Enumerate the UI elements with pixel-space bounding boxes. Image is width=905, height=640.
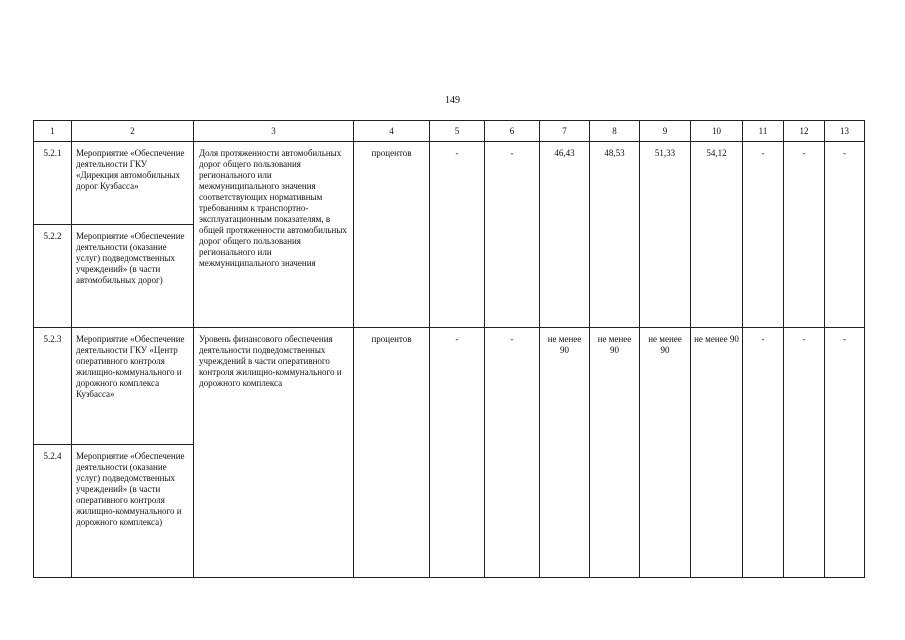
- value-cell: 46,43: [540, 142, 590, 328]
- row-number: 5.2.4: [34, 445, 72, 578]
- value-cell: -: [430, 142, 485, 328]
- activity-name: Мероприятие «Обеспечение деятельности ГКУ «Дирекция автомобильных дорог Кузбасса»: [72, 142, 194, 225]
- indicator-name: Доля протяженности автомобильных дорог общего пользования регионального или межмуниципального значения соответствующих нормативным требованиям к транспортно-эксплуатационным показателям, в общей протяженности автомобильных дорог общего пользования регионального или межмуниципального значения: [194, 142, 354, 328]
- unit-cell: процентов: [354, 142, 430, 328]
- row-number: 5.2.2: [34, 225, 72, 328]
- value-cell: -: [430, 328, 485, 578]
- header-cell: 12: [784, 121, 825, 142]
- value-cell: -: [743, 142, 784, 328]
- header-cell: 6: [485, 121, 540, 142]
- header-cell: 1: [34, 121, 72, 142]
- value-cell: 48,53: [590, 142, 640, 328]
- activity-name: Мероприятие «Обеспечение деятельности ГКУ «Центр оперативного контроля жилищно-коммунального и дорожного комплекса Кузбасса»: [72, 328, 194, 445]
- header-cell: 10: [691, 121, 743, 142]
- value-cell: -: [743, 328, 784, 578]
- value-cell: -: [825, 142, 865, 328]
- value-cell: не менее 90: [590, 328, 640, 578]
- header-cell: 2: [72, 121, 194, 142]
- header-cell: 3: [194, 121, 354, 142]
- header-cell: 7: [540, 121, 590, 142]
- value-cell: 51,33: [640, 142, 691, 328]
- header-cell: 5: [430, 121, 485, 142]
- table-row: [34, 142, 865, 225]
- value-cell: -: [485, 328, 540, 578]
- header-cell: 9: [640, 121, 691, 142]
- value-cell: -: [485, 142, 540, 328]
- table-row: [34, 328, 865, 445]
- row-number: 5.2.1: [34, 142, 72, 225]
- activity-name: Мероприятие «Обеспечение деятельности (оказание услуг) подведомственных учреждений» (в части автомобильных дорог): [72, 225, 194, 328]
- value-cell: -: [825, 328, 865, 578]
- header-cell: 4: [354, 121, 430, 142]
- activity-name: Мероприятие «Обеспечение деятельности (оказание услуг) подведомственных учреждений» (в части оперативного контроля жилищно-коммунального и дорожного комплекса): [72, 445, 194, 578]
- header-cell: 13: [825, 121, 865, 142]
- page-number: 149: [445, 95, 460, 106]
- value-cell: 54,12: [691, 142, 743, 328]
- value-cell: не менее 90: [540, 328, 590, 578]
- value-cell: -: [784, 142, 825, 328]
- indicator-name: Уровень финансового обеспечения деятельности подведомственных учреждений в части оперативного контроля жилищно-коммунального и дорожного комплекса: [194, 328, 354, 578]
- value-cell: -: [784, 328, 825, 578]
- row-number: 5.2.3: [34, 328, 72, 445]
- indicators-table: [33, 120, 865, 578]
- table-header-row: [34, 121, 865, 142]
- value-cell: не менее 90: [640, 328, 691, 578]
- value-cell: не менее 90: [691, 328, 743, 578]
- header-cell: 11: [743, 121, 784, 142]
- unit-cell: процентов: [354, 328, 430, 578]
- header-cell: 8: [590, 121, 640, 142]
